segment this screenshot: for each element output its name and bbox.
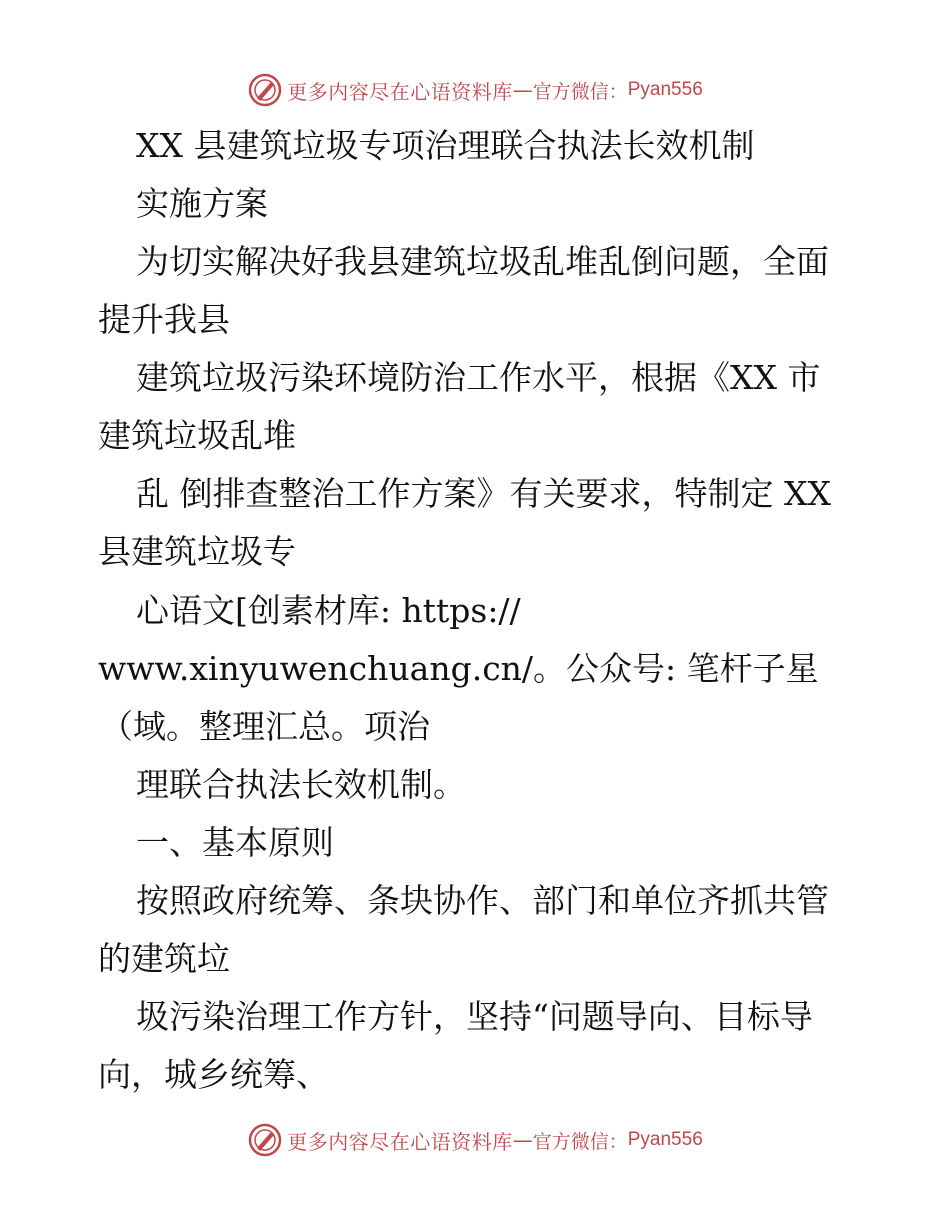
banner-sub-text: 官方微信： — [532, 80, 628, 103]
doc-line: 的建筑垃 — [98, 939, 230, 978]
doc-line: 按照政府统筹、条块协作、部门和单位齐抓共管 — [136, 881, 829, 920]
section-heading: 一、基本原则 — [136, 823, 334, 862]
pen-logo-icon — [247, 1122, 283, 1158]
doc-line: 心语文[创素材库: https:// — [136, 591, 521, 630]
doc-line: 县建筑垃圾专 — [98, 532, 296, 571]
pen-logo-icon — [247, 72, 283, 108]
footer-banner — [0, 1120, 950, 1160]
doc-line: 建筑垃圾污染环境防治工作水平，根据《XX 市 — [136, 358, 821, 397]
doc-line: 圾污染治理工作方针，坚持“问题导向、目标导 — [136, 997, 813, 1036]
header-banner — [0, 70, 950, 110]
banner-main-text: 更多内容尽在心语资料库 — [287, 79, 513, 104]
doc-line: www.xinyuwenchuang.cn/。公众号: 笔杆子星 — [98, 649, 819, 688]
doc-line: 理联合执法长效机制。 — [136, 765, 466, 804]
doc-subtitle: 实施方案 — [136, 184, 268, 223]
doc-line: 为切实解决好我县建筑垃圾乱堆乱倒问题，全面 — [136, 242, 829, 281]
doc-line: 提升我县 — [98, 300, 230, 339]
banner-main-text: 更多内容尽在心语资料库 — [287, 1129, 513, 1154]
banner-sub-text: 官方微信： — [532, 1130, 628, 1153]
doc-title: XX 县建筑垃圾专项治理联合执法长效机制 — [136, 126, 755, 165]
banner-separator: — — [512, 1128, 533, 1152]
doc-line: 向，城乡统筹、 — [98, 1055, 329, 1094]
banner-wechat-id: Pyan556 — [627, 79, 703, 100]
banner-wechat-id: Pyan556 — [627, 1129, 703, 1150]
doc-line: 建筑垃圾乱堆 — [98, 416, 296, 455]
doc-line: （域。整理汇总。项治 — [100, 707, 430, 746]
banner-separator: — — [512, 78, 533, 102]
doc-line: 乱 倒排查整治工作方案》有关要求，特制定 XX — [136, 474, 831, 513]
